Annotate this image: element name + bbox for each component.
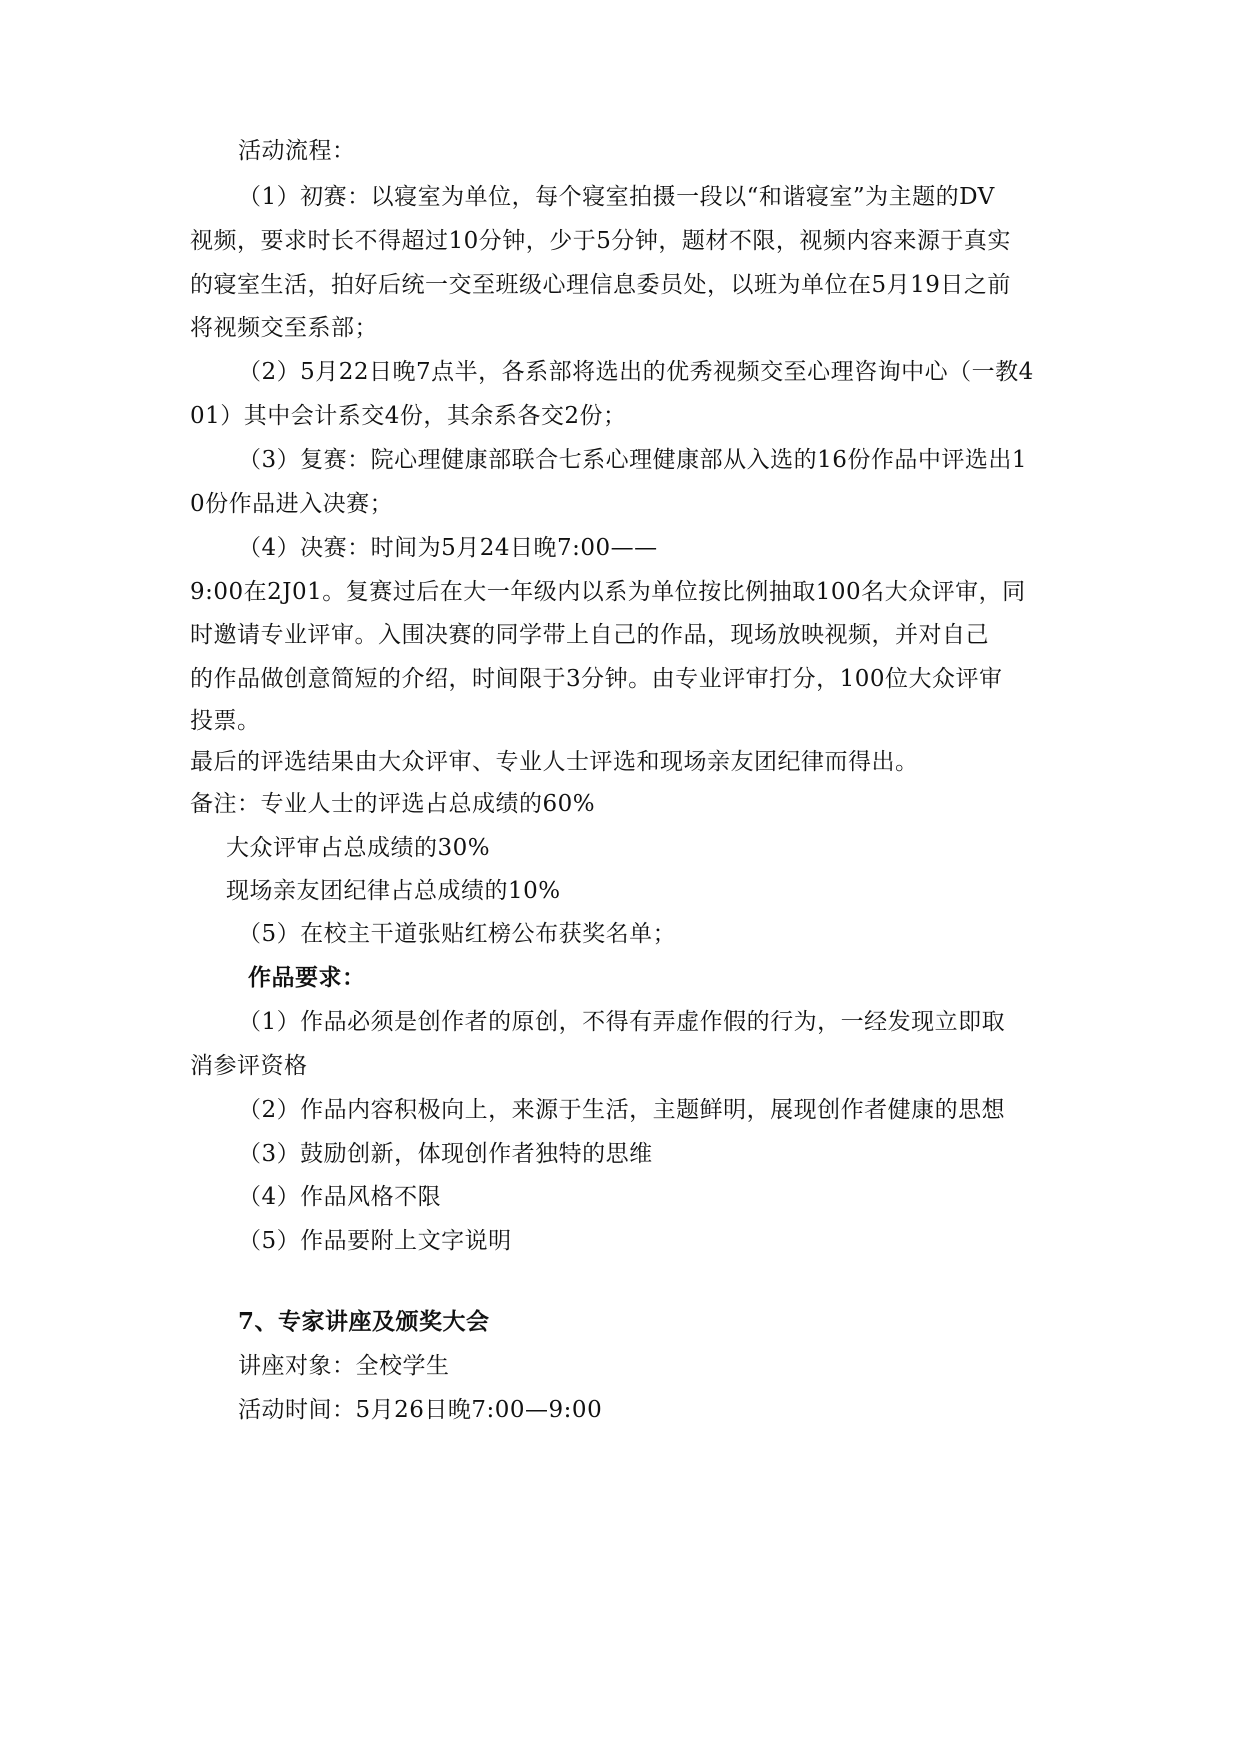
process-heading: 活动流程： [238,138,356,164]
lecture-audience: 讲座对象：全校学生 [238,1353,450,1379]
requirements-heading: 作品要求： [248,964,366,991]
requirement-item: 消参评资格 [190,1053,308,1079]
note-line: 现场亲友团纪律占总成绩的10% [226,878,561,904]
paragraph-line: 视频，要求时长不得超过10分钟，少于5分钟，题材不限，视频内容来源于真实 [190,228,1011,254]
paragraph-line: 投票。 [190,708,261,734]
requirement-item: （2）作品内容积极向上，来源于生活，主题鲜明，展现创作者健康的思想 [238,1097,1006,1123]
paragraph-line: （4）决赛：时间为5月24日晚7:00—— [238,535,658,561]
requirement-item: （3）鼓励创新，体现创作者独特的思维 [238,1141,653,1167]
paragraph-line: 9:00在2J01。复赛过后在大一年级内以系为单位按比例抽取100名大众评审，同 [190,579,1026,605]
note-line: 备注：专业人士的评选占总成绩的60% [190,791,596,817]
paragraph-line: 时邀请专业评审。入围决赛的同学带上自己的作品，现场放映视频，并对自己 [190,622,989,648]
requirement-item: （1）作品必须是创作者的原创，不得有弄虚作假的行为，一经发现立即取 [238,1009,1006,1035]
requirement-item: （4）作品风格不限 [238,1184,442,1210]
paragraph-line: 将视频交至系部； [190,315,378,341]
paragraph-line: 01）其中会计系交4份，其余系各交2份； [190,403,627,429]
section-heading: 7、专家讲座及颁奖大会 [238,1308,490,1335]
paragraph-line: 的作品做创意简短的介绍，时间限于3分钟。由专业评审打分，100位大众评审 [190,666,1003,692]
note-line: 大众评审占总成绩的30% [226,835,491,861]
paragraph-line: 0份作品进入决赛； [190,491,394,517]
paragraph-line: （1）初赛：以寝室为单位，每个寝室拍摄一段以“和谐寝室”为主题的DV [238,184,995,210]
activity-time: 活动时间：5月26日晚7:00—9:00 [238,1397,603,1423]
paragraph-line: 最后的评选结果由大众评审、专业人士评选和现场亲友团纪律而得出。 [190,749,919,775]
paragraph-line: （5）在校主干道张贴红榜公布获奖名单； [238,921,677,947]
paragraph-line: 的寝室生活，拍好后统一交至班级心理信息委员处，以班为单位在5月19日之前 [190,272,1011,298]
paragraph-line: （2）5月22日晚7点半，各系部将选出的优秀视频交至心理咨询中心（一教4 [238,359,1034,385]
paragraph-line: （3）复赛：院心理健康部联合七系心理健康部从入选的16份作品中评选出1 [238,447,1028,473]
requirement-item: （5）作品要附上文字说明 [238,1228,512,1254]
